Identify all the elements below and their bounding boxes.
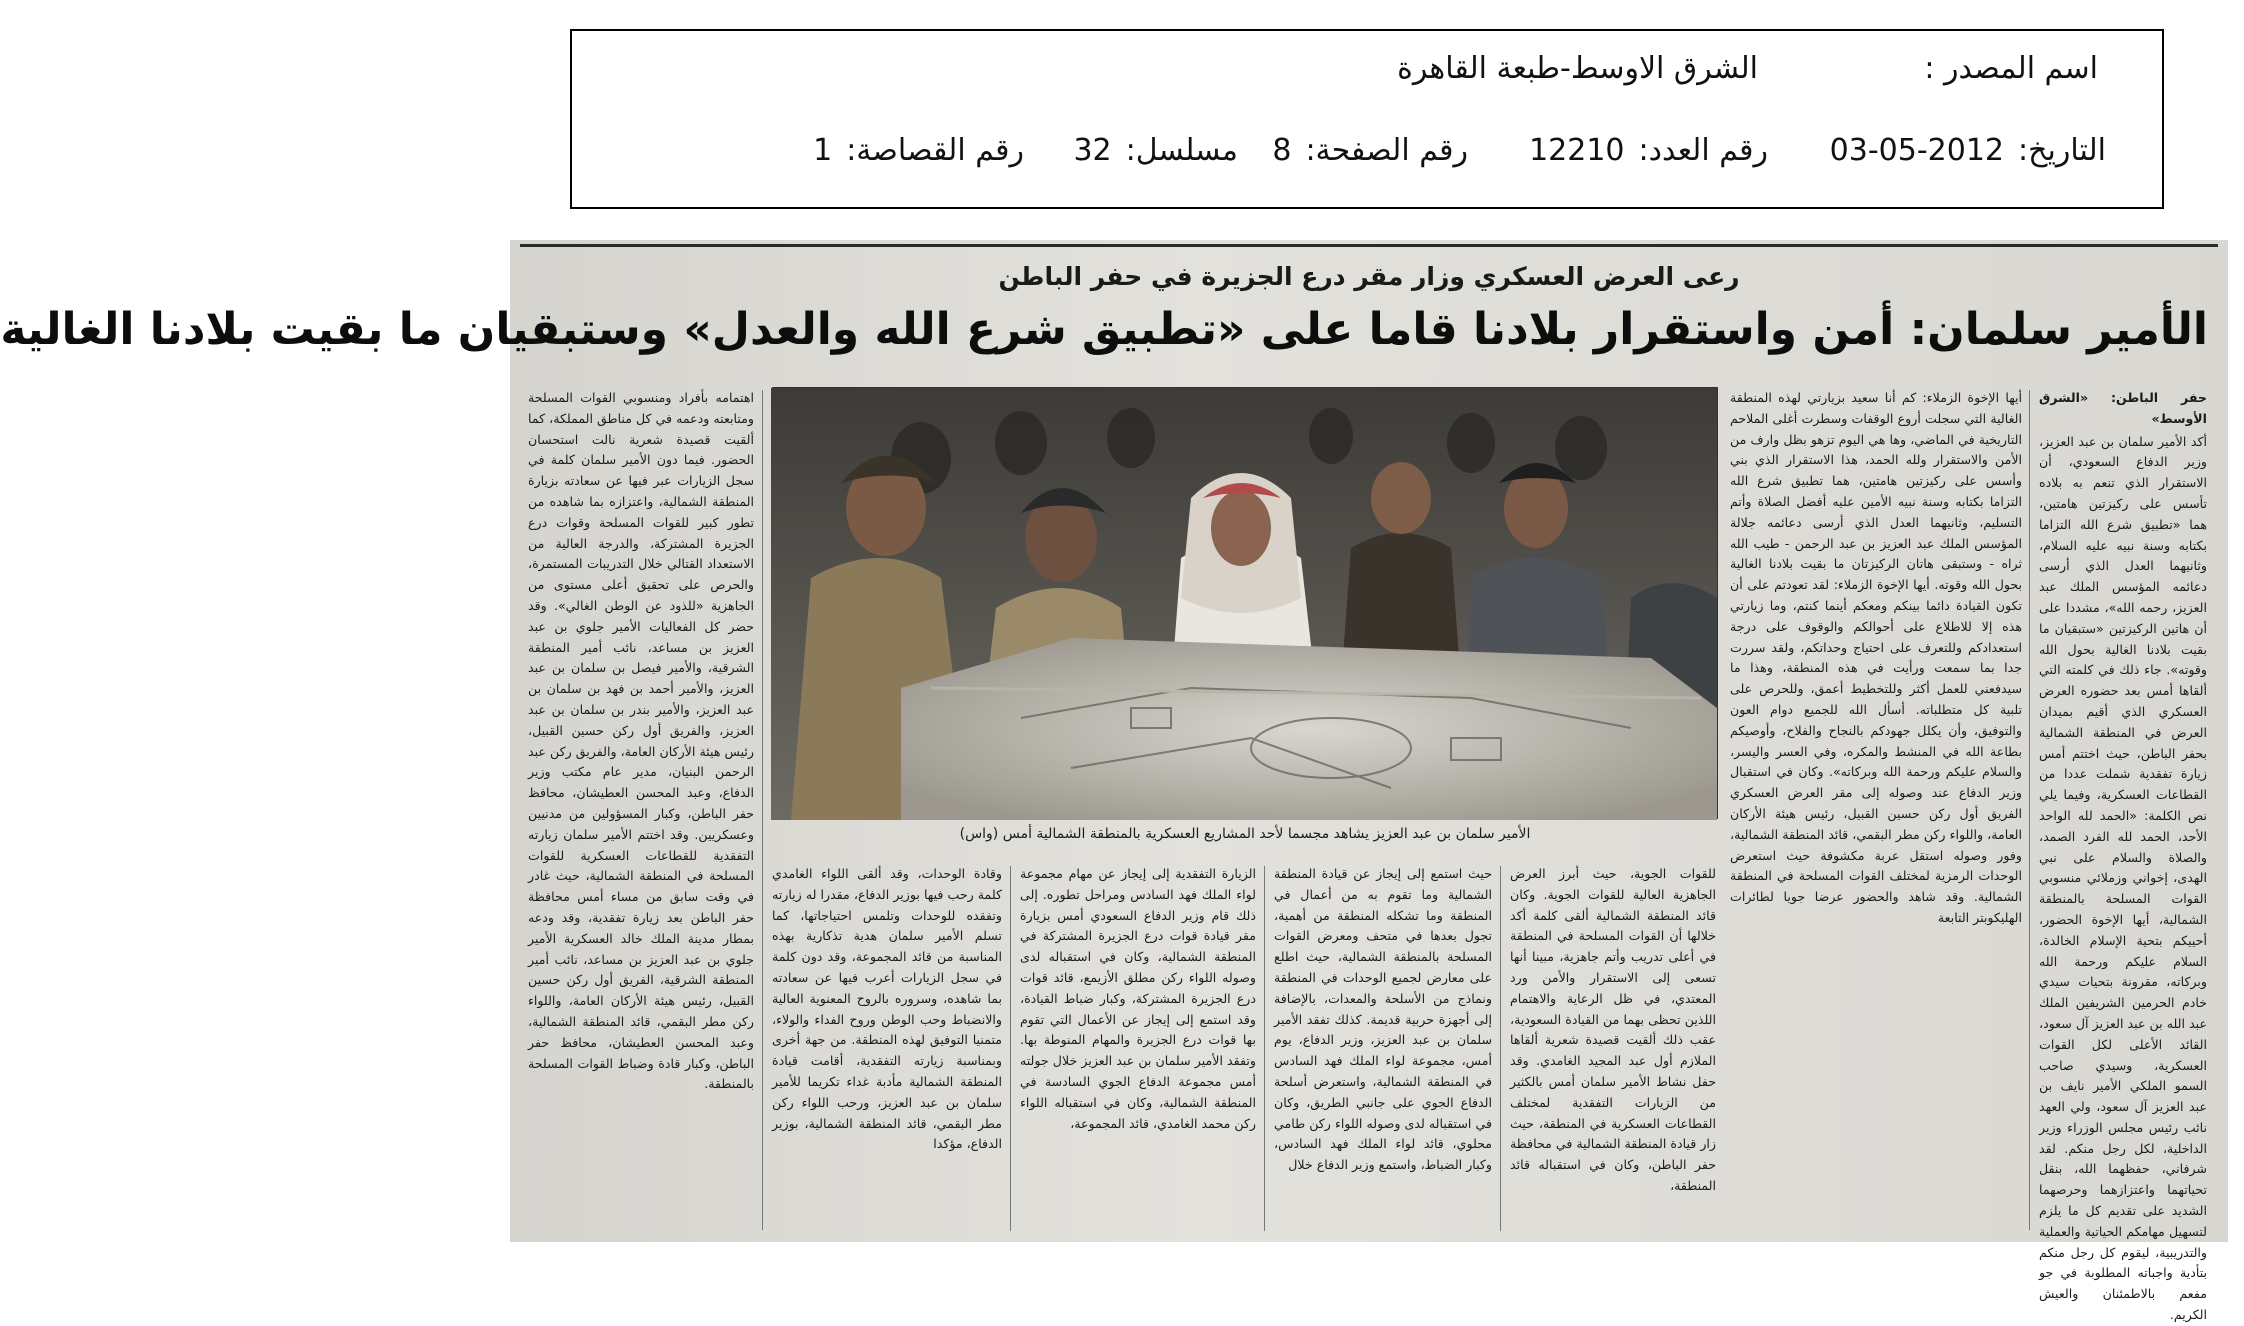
serial-value: 32 (1073, 133, 1112, 168)
source-row (572, 51, 2162, 101)
clip-number-field (813, 133, 1024, 168)
serial-label: مسلسل: (1125, 133, 1238, 168)
article-column-5 (1020, 864, 1256, 1234)
clip-number-value: 1 (813, 133, 833, 168)
article-dateline: حفر الباطن: «الشرق الأوسط» (2039, 390, 2207, 426)
source-metadata-box (570, 29, 2164, 209)
issue-info-row (572, 133, 2162, 183)
photo-illustration (771, 388, 1717, 820)
date-value: 2012-05-03 (1829, 133, 2005, 168)
photo-caption: الأمير سلمان بن عبد العزيز يشاهد مجسما لأحد المشاريع العسكرية بالمنطقة الشمالية أمس (واس) (959, 826, 1531, 842)
page-number-value: 8 (1272, 133, 1292, 168)
newspaper-clipping (0, 240, 2228, 1323)
article-column-4-text: حيث استمع إلى إيجاز عن قيادة المنطقة الشمالية وما تقوم به من أعمال في المنطقة وما تشكله المنطقة من أهمية، تجول بعدها في متحف ومعرض القوات المسلحة بالمنطقة الشمالية، حيث اطلع على معارض لجميع الوحدات في المنطقة ونماذج من الأسلحة والمعدات، بالإضافة إلى أجهزة حربية قديمة. كذلك تفقد الأمير سلمان بن عبد العزيز، وزير الدفاع، يوم أمس، مجموعة لواء الملك فهد السادس في المنطقة الشمالية، واستعرض أسلحة الدفاع الجوي على جانبي الطريق، وكان في استقباله لدى وصوله اللواء ركن طامي محلوي، قائد لواء الملك فهد السادس، وكبار الضباط، واستمع وزير الدفاع خلال (1274, 866, 1492, 1173)
top-rule (520, 244, 2218, 247)
source-label: اسم المصدر : (1924, 51, 2098, 86)
issue-number-field (1529, 133, 1768, 168)
article-column-2-text: أيها الإخوة الزملاء: كم أنا سعيد بزيارتي لهذه المنطقة الغالية التي سجلت أروع الوقفات وسطرت أغلى الملاحم التاريخية في الماضي، وها هي اليوم تزهو بظل وارف من الأمن والاستقرار ولله الحمد، هذا الاستقرار الذي بني وأسس على ركيزتين هامتين، هما تطبيق شرع الله التزاما بكتابه وسنة نبيه الأمين عليه أفضل الصلاة وأتم التسليم، وثانيهما العدل الذي أرسى دعائمه جلالة المؤسس الملك عبد العزيز بن عبد الرحمن - طيب الله ثراه - وستبقى هاتان الركيزتان ما بقيت بلادنا الغالية بحول الله وقوته. أيها الإخوة الزملاء: لقد تعودتم على أن تكون القيادة دائما بينكم ومعكم أينما كنتم، وما زيارتي هذه إلا للاطلاع على أحوالكم والوقوف على درجة استعدادكم وللتعرف على احتياج وحداتكم، ولقد سررت جدا بما سمعت ورأيت في هذه المنطقة، وهذا ما سيدفعني للعمل أكثر وللتخطيط أعمق، وللحرص على تلبية كل متطلباته. أسأل الله للجميع دوام العون والتوفيق، وأن يكلل جهودكم بالنجاح والفلاح، وأوصيكم بطاعة الله في المنشط والمكره، وفي العسر واليسر، والسلام عليكم ورحمة الله وبركاته». وكان في استقبال وزير الدفاع عند وصوله إلى مقر العرض العسكري الفريق أول ركن حسين القبيل، رئيس هيئة الأركان العامة، واللواء ركن مطر البقمي، قائد المنطقة الشمالية، وفور وصوله استقل عربة مكشوفة حيث استعرض الوحدات الرمزية لمختلف القوات المسلحة في المنطقة الشمالية. وقد شاهد والحضور عرضا جويا لطائرات الهليكوبتر التابعة (1730, 390, 2022, 925)
column-divider (2029, 390, 2030, 1230)
article-column-1-text: أكد الأمير سلمان بن عبد العزيز، وزير الدفاع السعودي، أن الاستقرار الذي تنعم به بلاده تأسس على ركيزتين هامتين، هما «تطبيق شرع الله التزاما بكتابه وسنة نبيه عليه السلام، وثانيهما العدل الذي أرسى دعائمه المؤسس الملك عبد العزيز، رحمه الله»، مشددا على أن هاتين الركيزتين «ستبقيان ما بقيت بلادنا الغالية بحول الله وقوته». جاء ذلك في كلمته التي ألقاها أمس بعد حضوره العرض العسكري الذي أقيم بميدان العرض في المنطقة الشمالية بحفر الباطن، حيث اختتم أمس زيارة تفقدية شملت عددا من القطاعات العسكرية، وفيما يلي نص الكلمة: «الحمد لله الواحد الأحد، الحمد لله الفرد الصمد، والصلاة والسلام على نبي الهدى، إخواني وزملائي منسوبي القوات المسلحة بالمنطقة الشمالية، أيها الإخوة الحضور، أحييكم بتحية الإسلام الخالدة، السلام عليكم ورحمة الله وبركاته، مقرونة بتحيات سيدي خادم الحرمين الشريفين الملك عبد الله بن عبد العزيز آل سعود، القائد الأعلى لكل القوات العسكرية، وسيدي صاحب السمو الملكي الأمير نايف بن عبد العزيز آل سعود، ولي العهد نائب رئيس مجلس الوزراء وزير الداخلية، لكل رجل منكم. لقد شرفاني، حفظهما الله، بنقل تحياتهما واعتزازهما وحرصهما الشديد على تقديم كل ما يلزم لتسهيل مهامكم الحياتية والعملية والتدريبية، ليقوم كل رجل منكم بتأدية واجباته المطلوبة في جو مفعم بالاطمئنان والعيش الكريم. (2039, 433, 2207, 1323)
issue-number-value: 12210 (1529, 133, 1625, 168)
page-number-label: رقم الصفحة: (1305, 133, 1468, 168)
article-column-6 (772, 864, 1002, 1234)
serial-field (1073, 133, 1238, 168)
article-column-5-text: الزيارة التفقدية إلى إيجاز عن مهام مجموعة لواء الملك فهد السادس ومراحل تطوره. إلى ذلك قام وزير الدفاع السعودي أمس بزيارة مقر قيادة قوات درع الجزيرة المشتركة في المنطقة الشمالية، وكان في استقباله لدى وصوله اللواء ركن مطلق الأزيمع، قائد قوات درع الجزيرة المشتركة، وكبار ضباط القيادة، وقد استمع إلى إيجاز عن الأعمال التي تقوم بها قوات درع الجزيرة والمهام المنوطة بها. وتفقد الأمير سلمان بن عبد العزيز خلال جولته أمس مجموعة الدفاع الجوي السادسة في المنطقة الشمالية، وكان في استقباله اللواء ركن محمد الغامدي، قائد المجموعة، (1020, 866, 1256, 1131)
article-photo (772, 387, 1718, 819)
issue-number-label: رقم العدد: (1638, 133, 1768, 168)
article-column-2 (1730, 388, 2022, 1233)
article-column-7-text: اهتمامه بأفراد ومنسوبي القوات المسلحة ومتابعته ودعمه في كل مناطق المملكة، كما ألقيت قصيدة شعرية نالت استحسان الحضور. فيما دون الأمير سلمان كلمة في سجل الزيارات عبر فيها عن سعادته بزيارة المنطقة الشمالية، واعتزازه بما شاهده من تطور كبير للقوات المسلحة وقوات درع الجزيرة المشتركة، والدرجة العالية من الاستعداد القتالي خلال التدريبات المستمرة، والحرص على تحقيق أعلى مستوى من الجاهزية «للذود عن الوطن الغالي». وقد حضر كل الفعاليات الأمير جلوي بن عبد العزيز بن مساعد، نائب أمير المنطقة الشرقية، والأمير فيصل بن سلمان بن عبد العزيز، والأمير أحمد بن فهد بن سلمان بن عبد العزيز، والأمير بندر بن سلمان بن عبد العزيز، والفريق أول ركن حسين القبيل، رئيس هيئة الأركان العامة، والفريق ركن عبد الرحمن البنيان، مدير عام مكتب وزير الدفاع، وعبد المحسن العطيشان، محافظ حفر الباطن، وكبار المسؤولين من مدنيين وعسكريين. وقد اختتم الأمير سلمان زيارته التفقدية للقطاعات العسكرية للقوات المسلحة في المنطقة الشمالية، حيث غادر في وقت سابق من مساء أمس محافظة حفر الباطن بعد زيارة تفقدية، وقد ودعه بمطار مدينة الملك خالد العسكرية الأمير جلوي بن عبد العزيز بن مساعد، نائب أمير المنطقة الشرقية، الفريق أول ركن حسين القبيل، رئيس هيئة الأركان العامة، واللواء ركن مطر البقمي، قائد المنطقة الشمالية، وعبد المحسن العطيشان، محافظ حفر الباطن، وكبار قادة وضباط القوات المسلحة بالمنطقة. (528, 390, 754, 1092)
column-divider (1500, 866, 1501, 1231)
article-column-3 (1510, 864, 1716, 1234)
clip-number-label: رقم القصاصة: (846, 133, 1024, 168)
column-divider (1264, 866, 1265, 1231)
column-divider (1010, 866, 1011, 1231)
page-number-field (1272, 133, 1468, 168)
article-kicker: رعى العرض العسكري وزار مقر درع الجزيرة في حفر الباطن (998, 262, 1740, 291)
column-divider (762, 390, 763, 1230)
article-column-7 (528, 388, 754, 1233)
article-column-3-text: للقوات الجوية، حيث أبرز العرض الجاهزية العالية للقوات الجوية. وكان قائد المنطقة الشمالية ألقى كلمة أكد خلالها أن القوات المسلحة في المنطقة في أعلى تدريب وأتم جاهزية، مبينا أنها تسعى إلى الاستقرار والأمن ورد المعتدي، في ظل الرعاية والاهتمام اللذين تحظى بهما من القيادة السعودية، عقب ذلك ألقيت قصيدة شعرية ألقاها الملازم أول عبد المجيد الغامدي. وقد حفل نشاط الأمير سلمان أمس بالكثير من الزيارات التفقدية لمختلف القطاعات العسكرية في المنطقة، حيث زار قيادة المنطقة الشمالية في محافظة حفر الباطن، وكان في استقباله قائد المنطقة، (1510, 866, 1716, 1193)
article-column-1 (2039, 388, 2207, 1323)
article-column-4 (1274, 864, 1492, 1234)
article-headline: الأمير سلمان: أمن واستقرار بلادنا قاما على «تطبيق شرع الله والعدل» وستبقيان ما بقيت بلادنا الغالية (0, 304, 2208, 355)
source-value: الشرق الاوسط-طبعة القاهرة (1397, 51, 1758, 86)
date-field (1830, 133, 2106, 168)
article-column-6-text: وقادة الوحدات، وقد ألقى اللواء الغامدي كلمة رحب فيها بوزير الدفاع، مقدرا له زيارته وتفقده للوحدات وتلمس احتياجاتها، كما تسلم الأمير سلمان هدية تذكارية بهذه المناسبة من قائد المجموعة، وقد دون كلمة في سجل الزيارات أعرب فيها عن سعادته بما شاهده، وسروره بالروح المعنوية العالية والانضباط وحب الوطن وروح الفداء والولاء، متمنيا التوفيق لهذه المنطقة. من جهة أخرى وبمناسبة زيارته التفقدية، أقامت قيادة المنطقة الشمالية مأدبة غداء تكريما للأمير سلمان بن عبد العزيز، ورحب اللواء ركن مطر البقمي، قائد المنطقة الشمالية، بوزير الدفاع، مؤكدا (772, 866, 1002, 1152)
date-label: التاريخ: (2018, 133, 2106, 168)
